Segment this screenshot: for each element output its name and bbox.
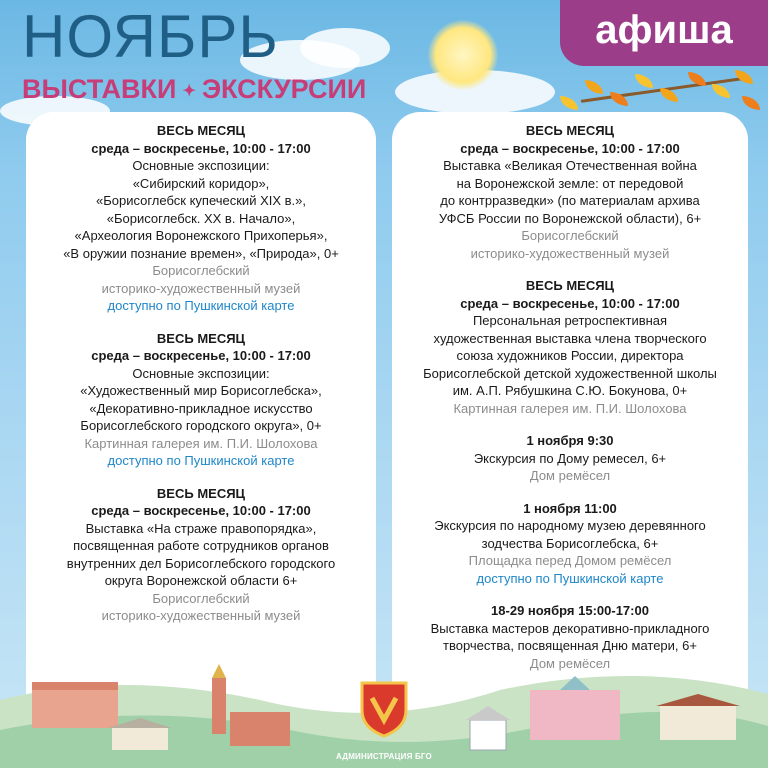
event-description: «Борисоглебск. XX в. Начало», — [106, 210, 296, 226]
pushkin-card-note: доступно по Пушкинской карте — [107, 453, 295, 468]
event-date: ВЕСЬ МЕСЯЦ — [156, 330, 246, 346]
sun-icon — [428, 20, 498, 90]
event-venue: Борисоглебский — [521, 228, 619, 243]
event-date: ВЕСЬ МЕСЯЦ — [156, 485, 246, 501]
event-description: им. А.П. Рябушкина С.Ю. Бокунова, 0+ — [452, 383, 688, 398]
event-description: Борисоглебского городского округа», 0+ — [80, 418, 322, 433]
event-date: ВЕСЬ МЕСЯЦ — [156, 123, 246, 138]
event-description: внутренних дел Борисоглебского городского — [66, 555, 336, 571]
event-schedule: среда – воскресенье, 10:00 - 17:00 — [460, 140, 680, 156]
subtitle-separator: ✦ — [182, 82, 196, 100]
event-schedule: среда – воскресенье, 10:00 - 17:00 — [91, 140, 311, 156]
event-description: «Декоративно-прикладное искусство — [89, 400, 313, 416]
event-block — [392, 277, 748, 417]
event-description: творчества, посвященная Дню матери, 6+ — [443, 638, 697, 653]
event-date: ВЕСЬ МЕСЯЦ — [525, 123, 615, 138]
building-icon — [32, 688, 118, 728]
event-description: зодчества Борисоглебска, 6+ — [481, 535, 659, 551]
event-description: художественная выставка члена творческого — [433, 330, 707, 346]
event-date: 1 ноября 9:30 — [526, 433, 614, 448]
building-icon — [660, 706, 736, 740]
leaf-icon — [660, 88, 678, 102]
event-venue: Площадка перед Домом ремёсел — [468, 553, 672, 568]
event-description: посвященная работе сотрудников органов — [73, 538, 329, 553]
event-venue: Борисоглебский — [152, 263, 250, 278]
subtitle-excursions: ЭКСКУРСИИ — [201, 74, 367, 104]
leaf-icon — [712, 84, 730, 98]
event-block — [26, 122, 376, 315]
administration-label: АДМИНИСТРАЦИЯ БГО — [336, 752, 432, 761]
building-icon — [32, 682, 118, 690]
event-schedule: среда – воскресенье, 10:00 - 17:00 — [460, 295, 680, 311]
event-schedule: среда – воскресенье, 10:00 - 17:00 — [91, 503, 311, 518]
event-description: округа Воронежской области 6+ — [104, 573, 298, 588]
event-description: на Воронежской земле: от передовой — [456, 175, 684, 191]
event-block — [392, 500, 748, 588]
event-description: УФСБ России по Воронежской области), 6+ — [438, 210, 702, 226]
event-description: «Художественный мир Борисоглебска», — [80, 383, 322, 398]
event-venue: Картинная галерея им. П.И. Шолохова — [84, 435, 318, 451]
event-venue: историко-художественный музей — [101, 608, 301, 623]
event-date: 1 ноября 11:00 — [523, 500, 617, 516]
event-venue: Картинная галерея им. П.И. Шолохова — [453, 400, 687, 416]
event-date: 18-29 ноября 15:00-17:00 — [491, 603, 649, 618]
event-description: Экскурсия по Дому ремесел, 6+ — [473, 450, 667, 466]
event-description: «Сибирский коридор», — [132, 175, 270, 191]
event-venue: Дом ремёсел — [529, 468, 611, 483]
subtitle-exhibitions: ВЫСТАВКИ — [22, 74, 177, 104]
event-block — [26, 485, 376, 625]
coat-of-arms-icon — [359, 680, 409, 738]
event-venue: Борисоглебский — [152, 590, 250, 606]
pushkin-card-note: доступно по Пушкинской карте — [476, 570, 664, 586]
event-description: Борисоглебской детской художественной школы — [423, 365, 717, 381]
event-description: «Борисоглебск купеческий XIX в.», — [95, 193, 306, 208]
event-block — [26, 330, 376, 470]
pushkin-card-note: доступно по Пушкинской карте — [107, 298, 295, 313]
cloud — [300, 28, 390, 68]
event-block — [392, 432, 748, 485]
building-icon — [530, 690, 620, 740]
building-icon — [112, 728, 168, 750]
events-list-right — [392, 122, 748, 687]
administration-logo — [324, 672, 444, 768]
event-description: Основные экспозиции: — [132, 365, 270, 381]
event-description: Выставка «На страже правопорядка», — [85, 520, 317, 536]
event-description: Экскурсия по народному музею деревянного — [434, 518, 706, 533]
event-description: Выставка мастеров декоративно-прикладного — [430, 620, 710, 636]
event-description: Основные экспозиции: — [132, 158, 270, 173]
building-icon — [230, 712, 290, 746]
event-description: «В оружии познание времен», «Природа», 0+ — [63, 245, 339, 261]
event-venue: историко-художественный музей — [101, 280, 301, 296]
page-subtitle — [22, 74, 366, 105]
event-venue: Дом ремёсел — [529, 655, 611, 671]
event-description: союза художников России, директора — [456, 348, 684, 363]
church-tower-icon — [212, 678, 226, 734]
spire-icon — [212, 664, 226, 678]
event-date: ВЕСЬ МЕСЯЦ — [525, 278, 615, 293]
event-description: «Археология Воронежского Прихоперья», — [74, 228, 328, 243]
leaf-icon — [560, 96, 578, 110]
event-schedule: среда – воскресенье, 10:00 - 17:00 — [91, 348, 311, 363]
leaf-icon — [635, 74, 653, 88]
event-venue: историко-художественный музей — [470, 245, 670, 261]
gazebo-icon — [470, 720, 506, 750]
event-description: до контрразведки» (по материалам архива — [440, 193, 700, 208]
leaf-icon — [735, 70, 753, 84]
event-description: Выставка «Великая Отечественная война — [443, 158, 697, 173]
afisha-badge: афиша — [560, 0, 768, 66]
leaf-icon — [585, 80, 603, 94]
event-block — [392, 122, 748, 262]
events-list-left — [26, 122, 376, 640]
leaf-icon — [742, 96, 760, 110]
event-description: Персональная ретроспективная — [472, 313, 668, 328]
page-title: НОЯБРЬ — [22, 3, 279, 70]
